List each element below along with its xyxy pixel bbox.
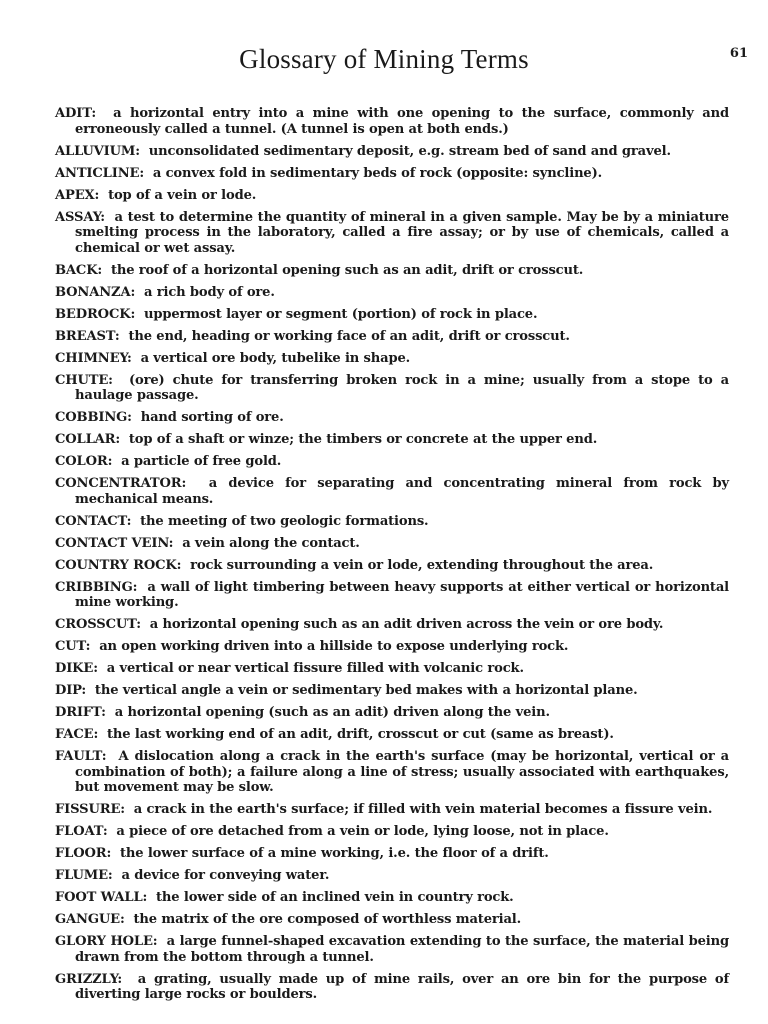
- glossary-term: FLUME:: [55, 868, 113, 884]
- glossary-definition: a large funnel-shaped excavation extending to the surface, the material being drawn from the bottom through a tunnel.: [75, 934, 729, 965]
- glossary-entry: [55, 454, 729, 470]
- glossary-list: [55, 106, 729, 1009]
- glossary-entry: [55, 558, 729, 574]
- glossary-entry: [55, 432, 729, 448]
- glossary-entry: [55, 580, 729, 611]
- page-title: Glossary of Mining Terms: [239, 44, 529, 74]
- glossary-definition: a vertical ore body, tubelike in shape.: [140, 350, 411, 366]
- glossary-entry: [55, 106, 729, 137]
- glossary-definition: the meeting of two geologic formations.: [140, 513, 429, 529]
- glossary-entry: [55, 351, 729, 367]
- glossary-definition: the lower surface of a mine working, i.e. the floor of a drift.: [119, 846, 549, 862]
- glossary-term: DRIFT:: [55, 705, 106, 721]
- glossary-definition: A dislocation along a crack in the earth's surface (may be horizontal, vertical or a combination of both); a failure along a line of stress; usually associated with earthquakes, but movement may be slow.: [75, 749, 729, 796]
- glossary-entry: [55, 934, 729, 965]
- glossary-term: FLOAT:: [55, 824, 108, 840]
- glossary-definition: a horizontal entry into a mine with one opening to the surface, commonly and erroneously called a tunnel. (A tunnel is open at both ends.): [75, 106, 729, 137]
- glossary-entry: [55, 166, 729, 182]
- glossary-definition: a crack in the earth's surface; if filled with vein material becomes a fissure vein.: [133, 802, 713, 818]
- glossary-definition: a device for conveying water.: [121, 868, 330, 884]
- glossary-definition: a test to determine the quantity of mineral in a given sample. May be by a miniature smelting process in the laboratory, called a fire assay; or by use of chemicals, called a chemical or wet assay.: [75, 209, 729, 256]
- glossary-definition: the last working end of an adit, drift, crosscut or cut (same as breast).: [107, 727, 614, 743]
- glossary-term: ADIT:: [55, 106, 96, 121]
- glossary-definition: a rich body of ore.: [144, 284, 275, 300]
- glossary-term: GRIZZLY:: [55, 971, 123, 987]
- glossary-term: CRIBBING:: [55, 579, 138, 595]
- glossary-term: BACK:: [55, 262, 103, 278]
- glossary-definition: top of a shaft or winze; the timbers or concrete at the upper end.: [128, 432, 598, 448]
- glossary-term: COLLAR:: [55, 432, 121, 448]
- glossary-definition: a horizontal opening (such as an adit) driven along the vein.: [114, 705, 550, 721]
- glossary-entry: [55, 661, 729, 677]
- glossary-definition: a grating, usually made up of mine rails, over an ore bin for the purpose of diverting large rocks or boulders.: [75, 971, 729, 1003]
- glossary-term: CONTACT:: [55, 513, 132, 529]
- glossary-definition: a vertical or near vertical fissure filled with volcanic rock.: [106, 661, 524, 677]
- glossary-definition: a vein along the contact.: [182, 535, 360, 551]
- glossary-definition: a horizontal opening such as an adit driven across the vein or ore body.: [149, 617, 664, 633]
- glossary-entry: [55, 912, 729, 928]
- glossary-term: COBBING:: [55, 410, 132, 426]
- glossary-entry: [55, 749, 729, 796]
- glossary-entry: [55, 972, 729, 1003]
- glossary-entry: [55, 514, 729, 530]
- glossary-definition: the roof of a horizontal opening such as an adit, drift or crosscut.: [110, 262, 584, 278]
- glossary-term: BEDROCK:: [55, 306, 136, 322]
- glossary-definition: top of a vein or lode.: [108, 187, 257, 203]
- glossary-term: COUNTRY ROCK:: [55, 557, 182, 573]
- glossary-definition: a wall of light timbering between heavy supports at either vertical or horizontal mine working.: [75, 579, 729, 611]
- page-number: 61: [729, 46, 748, 61]
- glossary-term: CONTACT VEIN:: [55, 535, 174, 551]
- glossary-entry: [55, 188, 729, 204]
- glossary-term: CONCENTRATOR:: [55, 476, 187, 492]
- glossary-definition: a convex fold in sedimentary beds of rock (opposite: syncline).: [152, 165, 603, 181]
- glossary-term: CHIMNEY:: [55, 350, 132, 366]
- glossary-definition: a device for separating and concentrating mineral from rock by mechanical means.: [75, 476, 729, 507]
- glossary-entry: [55, 144, 729, 160]
- glossary-term: FISSURE:: [55, 802, 125, 818]
- glossary-entry: [55, 536, 729, 552]
- glossary-term: FAULT:: [55, 749, 107, 765]
- glossary-entry: [55, 476, 729, 507]
- glossary-definition: the end, heading or working face of an adit, drift or crosscut.: [128, 328, 570, 344]
- glossary-term: FLOOR:: [55, 846, 112, 862]
- glossary-entry: [55, 373, 729, 404]
- glossary-entry: [55, 639, 729, 655]
- glossary-term: ANTICLINE:: [55, 165, 145, 181]
- glossary-entry: [55, 727, 729, 743]
- glossary-definition: rock surrounding a vein or lode, extending throughout the area.: [190, 557, 654, 573]
- glossary-entry: [55, 846, 729, 862]
- glossary-term: BREAST:: [55, 328, 120, 344]
- glossary-term: ASSAY:: [55, 209, 105, 225]
- glossary-term: CUT:: [55, 639, 91, 655]
- glossary-term: GANGUE:: [55, 912, 125, 928]
- glossary-entry: [55, 285, 729, 301]
- glossary-term: FOOT WALL:: [55, 890, 148, 906]
- glossary-term: APEX:: [55, 187, 100, 203]
- glossary-entry: [55, 210, 729, 257]
- glossary-entry: [55, 890, 729, 906]
- glossary-entry: [55, 868, 729, 884]
- glossary-entry: [55, 307, 729, 323]
- glossary-definition: a particle of free gold.: [121, 454, 282, 470]
- glossary-entry: [55, 617, 729, 633]
- glossary-term: ALLUVIUM:: [55, 143, 140, 159]
- glossary-definition: unconsolidated sedimentary deposit, e.g. stream bed of sand and gravel.: [148, 143, 671, 159]
- glossary-definition: hand sorting of ore.: [140, 410, 284, 426]
- glossary-term: COLOR:: [55, 454, 113, 470]
- glossary-term: GLORY HOLE:: [55, 934, 158, 950]
- glossary-definition: the matrix of the ore composed of worthless material.: [133, 912, 522, 928]
- glossary-entry: [55, 263, 729, 279]
- glossary-definition: a piece of ore detached from a vein or lode, lying loose, not in place.: [116, 824, 609, 840]
- glossary-entry: [55, 824, 729, 840]
- glossary-entry: [55, 410, 729, 426]
- glossary-entry: [55, 329, 729, 345]
- glossary-term: FACE:: [55, 727, 99, 743]
- glossary-definition: uppermost layer or segment (portion) of rock in place.: [143, 306, 538, 322]
- glossary-entry: [55, 705, 729, 721]
- glossary-term: CROSSCUT:: [55, 617, 141, 633]
- glossary-definition: the vertical angle a vein or sedimentary bed makes with a horizontal plane.: [94, 683, 638, 699]
- glossary-term: CHUTE:: [55, 372, 113, 388]
- glossary-term: DIKE:: [55, 661, 98, 677]
- glossary-term: DIP:: [55, 683, 87, 699]
- glossary-definition: the lower side of an inclined vein in country rock.: [156, 890, 514, 906]
- glossary-entry: [55, 683, 729, 699]
- glossary-term: BONANZA:: [55, 284, 136, 300]
- glossary-definition: an open working driven into a hillside to expose underlying rock.: [99, 639, 569, 655]
- glossary-entry: [55, 802, 729, 818]
- glossary-definition: (ore) chute for transferring broken rock in a mine; usually from a stope to a haulage passage.: [75, 372, 729, 404]
